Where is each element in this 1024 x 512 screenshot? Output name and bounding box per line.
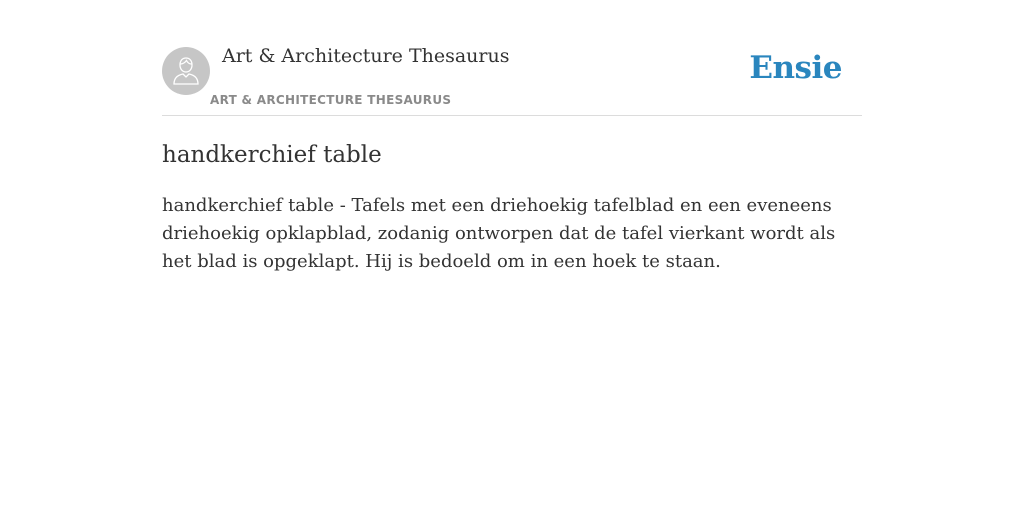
avatar[interactable] — [162, 47, 210, 95]
brand-logo-link[interactable]: Ensie — [749, 50, 842, 86]
entry-term: handkerchief table — [162, 142, 382, 168]
user-silhouette-icon — [172, 56, 200, 86]
source-title[interactable]: Art & Architecture Thesaurus — [222, 45, 510, 67]
entry-definition: handkerchief table - Tafels met een driehoekig tafelblad en een eveneens driehoekig opklapblad, zodanig ontworpen dat de tafel vierkant wordt als het blad is opgeklapt. Hij is bedoeld om in een hoek te staan. — [162, 195, 836, 272]
source-subtitle[interactable]: ART & ARCHITECTURE THESAURUS — [210, 93, 452, 107]
header — [162, 0, 862, 116]
page — [162, 0, 862, 276]
